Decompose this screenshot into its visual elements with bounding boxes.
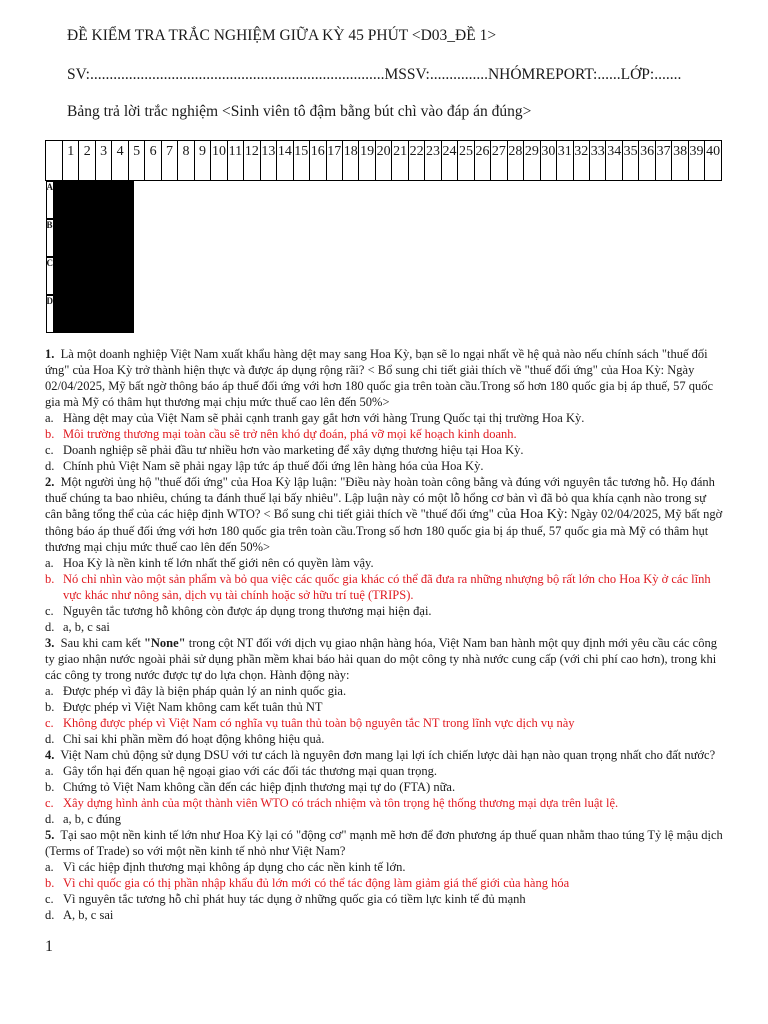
grid-column-header: 24 bbox=[441, 141, 457, 181]
question-stem: Một người ủng hộ "thuế đối ứng" của Hoa Kỳ lập luận: "Điều này hoàn toàn công bằng và đúng với nguyên tắc tương hỗ. Họ đánh thuế chúng ta bao nhiêu, chúng ta đánh thuế lại bấy nhiêu". Lập luận này có một lỗ hổng cơ bản vì đã bỏ qua khía cạnh nào trong sự cân bằng tổng thể của các hiệp định WTO? < Bổ sung chi tiết giải thích về "thuế đối ứng" bbox=[45, 475, 715, 521]
grid-column-header: 10 bbox=[211, 141, 227, 181]
option-text: Hàng dệt may của Việt Nam sẽ phải cạnh tranh gay gắt hơn với hàng Trung Quốc tại thị trường Hoa Kỳ. bbox=[63, 411, 585, 425]
grid-column-header: 21 bbox=[392, 141, 408, 181]
answer-option bbox=[45, 875, 725, 891]
option-text: a, b, c đúng bbox=[63, 812, 121, 826]
question-stem: Việt Nam chủ động sử dụng DSU với tư cách là nguyên đơn mang lại lợi ích chiến lược dài hạn nào quan trọng nhất cho đất nước? bbox=[60, 748, 716, 762]
option-letter: c. bbox=[45, 892, 54, 906]
grid-column-header: 36 bbox=[639, 141, 655, 181]
answer-option bbox=[45, 763, 725, 779]
question-5 bbox=[45, 827, 725, 859]
question-stem: Tại sao một nền kinh tế lớn như Hoa Kỳ lại có "động cơ" mạnh mẽ hơn để đơn phương áp thuế quan nhằm thao túng Tỷ lệ mậu dịch (Terms of Trade) so với một nền kinh tế nhỏ như Việt Nam? bbox=[45, 828, 723, 858]
question-stem: Sau khi cam kết bbox=[60, 636, 144, 650]
answer-option bbox=[45, 603, 725, 619]
grid-corner-cell bbox=[46, 141, 63, 181]
option-letter: c. bbox=[45, 796, 54, 810]
option-text: Gây tổn hại đến quan hệ ngoại giao với các đối tác thương mại quan trọng. bbox=[63, 764, 438, 778]
option-text: Hoa Kỳ là nền kinh tế lớn nhất thế giới nên có quyền làm vậy. bbox=[63, 556, 374, 570]
grid-row-label: B bbox=[46, 219, 54, 257]
question-1 bbox=[45, 346, 725, 410]
grid-column-header: 39 bbox=[688, 141, 704, 181]
option-letter: d. bbox=[45, 732, 55, 746]
grid-column-header: 19 bbox=[359, 141, 375, 181]
grid-column-header: 35 bbox=[622, 141, 638, 181]
question-2-options bbox=[45, 555, 725, 635]
option-letter: a. bbox=[45, 411, 54, 425]
answer-grid bbox=[45, 140, 722, 333]
answer-option bbox=[45, 891, 725, 907]
option-letter: d. bbox=[45, 459, 55, 473]
answer-option bbox=[45, 555, 725, 571]
grid-column-header: 11 bbox=[227, 141, 243, 181]
option-letter: b. bbox=[45, 780, 55, 794]
answer-option bbox=[45, 426, 725, 442]
page-number: 1 bbox=[45, 938, 53, 955]
answer-option bbox=[45, 683, 725, 699]
option-text: Nó chỉ nhìn vào một sản phẩm và bỏ qua việc các quốc gia khác có thể đã đưa ra những nhượng bộ rất lớn cho Hoa Kỳ ở các lĩnh vực khác như nông sản, dịch vụ tài chính hoặc sở hữu trí tuệ (TRIPS). bbox=[63, 572, 711, 602]
grid-column-header: 33 bbox=[590, 141, 606, 181]
grid-column-header: 17 bbox=[326, 141, 342, 181]
option-text: Xây dựng hình ảnh của một thành viên WTO có trách nhiệm và tôn trọng hệ thống thương mại dựa trên luật lệ. bbox=[63, 796, 619, 810]
option-letter: a. bbox=[45, 764, 54, 778]
answer-option bbox=[45, 859, 725, 875]
question-4-options bbox=[45, 763, 725, 827]
answer-option bbox=[45, 811, 725, 827]
grid-column-header: 8 bbox=[178, 141, 194, 181]
option-letter: d. bbox=[45, 812, 55, 826]
option-text: Vì chỉ quốc gia có thị phần nhập khẩu đủ lớn mới có thể tác động làm giảm giá thế giới của hàng hóa bbox=[63, 876, 570, 890]
option-text: Môi trường thương mại toàn cầu sẽ trở nên khó dự đoán, phá vỡ mọi kế hoạch kinh doanh. bbox=[63, 427, 517, 441]
answer-sheet-instruction: Bảng trả lời trắc nghiệm <Sinh viên tô đậm bằng bút chì vào đáp án đúng> bbox=[67, 103, 532, 120]
exam-title: ĐỀ KIỂM TRA TRẮC NGHIỆM GIỮA KỲ 45 PHÚT <D03_ĐỀ 1> bbox=[67, 27, 497, 44]
question-stem-emphasis: của Hoa Kỳ: bbox=[496, 507, 568, 522]
option-letter: a. bbox=[45, 684, 54, 698]
answer-bubble-cell[interactable] bbox=[132, 257, 134, 295]
option-text: a, b, c sai bbox=[63, 620, 110, 634]
question-5-options bbox=[45, 859, 725, 923]
answer-option bbox=[45, 410, 725, 426]
question-number: 4. bbox=[45, 748, 55, 762]
question-3-options bbox=[45, 683, 725, 747]
answer-option bbox=[45, 731, 725, 747]
option-text: Nguyên tắc tương hỗ không còn được áp dụng trong thương mại hiện đại. bbox=[63, 604, 432, 618]
grid-column-header: 4 bbox=[112, 141, 128, 181]
option-text: Doanh nghiệp sẽ phải đầu tư nhiều hơn vào marketing để xây dựng thương hiệu tại Hoa Kỳ. bbox=[63, 443, 524, 457]
student-info-line: SV:............................................................................MSSV:...............NHÓMREPORT:......LỚP:....... bbox=[67, 66, 682, 83]
answer-option bbox=[45, 779, 725, 795]
answer-option bbox=[45, 715, 725, 731]
grid-column-header: 34 bbox=[606, 141, 622, 181]
grid-column-header: 27 bbox=[491, 141, 507, 181]
answer-option bbox=[45, 458, 725, 474]
option-letter: a. bbox=[45, 556, 54, 570]
option-text: Không được phép vì Việt Nam có nghĩa vụ tuân thủ toàn bộ nguyên tắc NT trong lĩnh vực dịch vụ này bbox=[63, 716, 575, 730]
option-letter: b. bbox=[45, 427, 55, 441]
grid-column-header: 15 bbox=[293, 141, 309, 181]
grid-column-header: 26 bbox=[474, 141, 490, 181]
question-4 bbox=[45, 747, 725, 763]
option-letter: b. bbox=[45, 876, 55, 890]
option-text: Vì nguyên tắc tương hỗ chỉ phát huy tác dụng ở những quốc gia có tiềm lực kinh tế đủ mạnh bbox=[63, 892, 526, 906]
grid-column-header: 28 bbox=[507, 141, 523, 181]
grid-column-header: 13 bbox=[260, 141, 276, 181]
grid-column-header: 22 bbox=[408, 141, 424, 181]
grid-row-label: C bbox=[46, 257, 55, 295]
grid-column-header: 2 bbox=[79, 141, 95, 181]
grid-column-header: 38 bbox=[672, 141, 688, 181]
grid-column-header: 7 bbox=[161, 141, 177, 181]
option-text: Được phép vì Việt Nam không cam kết tuân thủ NT bbox=[63, 700, 323, 714]
answer-option bbox=[45, 795, 725, 811]
grid-column-header: 40 bbox=[705, 141, 722, 181]
grid-row-label: D bbox=[46, 295, 55, 333]
answer-bubble-cell[interactable] bbox=[132, 181, 134, 219]
option-letter: b. bbox=[45, 572, 55, 586]
grid-column-header: 3 bbox=[95, 141, 111, 181]
grid-column-header: 32 bbox=[573, 141, 589, 181]
grid-column-header: 31 bbox=[557, 141, 573, 181]
question-3 bbox=[45, 635, 725, 683]
grid-column-header: 14 bbox=[277, 141, 293, 181]
grid-column-header: 16 bbox=[310, 141, 326, 181]
answer-bubble-cell[interactable] bbox=[132, 219, 134, 257]
option-letter: d. bbox=[45, 908, 55, 922]
option-letter: b. bbox=[45, 700, 55, 714]
option-text: Chứng tỏ Việt Nam không cần đến các hiệp định thương mại tự do (FTA) nữa. bbox=[63, 780, 456, 794]
question-number: 1. bbox=[45, 347, 55, 361]
grid-column-header: 29 bbox=[524, 141, 540, 181]
question-stem-continued: Ngày 02/04/2025, Mỹ bất ngờ thông báo áp thuế đối ứng với hơn 180 quốc gia trên toàn cầu.Trong số hơn 180 quốc gia bị áp thuế, 57 quốc gia mà Mỹ có thâm hụt thương mại chịu mức thuế cao lên đến 50%> bbox=[45, 507, 723, 554]
answer-option bbox=[45, 699, 725, 715]
question-number: 2. bbox=[45, 475, 55, 489]
question-stem-continued: trong cột NT đối với dịch vụ giao nhận hàng hóa, Việt Nam ban hành một quy định mới yêu cầu các công ty giao nhận nước ngoài phải sử dụng phần mềm khai báo hải quan do một công ty nhà nước cung cấp (với chi phí cao hơn), trong khi các công ty trong nước được tự do lựa chọn. Hành động này: bbox=[45, 636, 717, 682]
question-stem: Là một doanh nghiệp Việt Nam xuất khẩu hàng dệt may sang Hoa Kỳ, bạn sẽ lo ngại nhất về hệ quả nào nếu chính sách "thuế đối ứng" của Hoa Kỳ trở thành hiện thực và được áp dụng rộng rãi? < Bổ sung chi tiết giải thích về "thuế đối ứng" của Hoa Kỳ: Ngày 02/04/2025, Mỹ bất ngờ thông báo áp thuế đối ứng với hơn 180 quốc gia trên toàn cầu.Trong số hơn 180 quốc gia bị áp thuế, 57 quốc gia mà Mỹ có thâm hụt thương mại chịu mức thuế cao lên đến 50%> bbox=[45, 347, 714, 409]
question-2 bbox=[45, 474, 725, 555]
grid-column-header: 25 bbox=[458, 141, 474, 181]
answer-option bbox=[45, 442, 725, 458]
answer-option bbox=[45, 907, 725, 923]
grid-column-header: 37 bbox=[655, 141, 671, 181]
option-letter: c. bbox=[45, 443, 54, 457]
question-list bbox=[45, 346, 725, 923]
answer-option bbox=[45, 619, 725, 635]
option-letter: d. bbox=[45, 620, 55, 634]
grid-column-header: 6 bbox=[145, 141, 161, 181]
option-text: Chỉ sai khi phần mềm đó hoạt động không hiệu quả. bbox=[63, 732, 325, 746]
question-stem-bold: "None" bbox=[143, 636, 186, 650]
option-text: Chính phủ Việt Nam sẽ phải ngay lập tức áp thuế đối ứng lên hàng hóa của Hoa Kỳ. bbox=[63, 459, 484, 473]
question-number: 3. bbox=[45, 636, 55, 650]
grid-column-header: 5 bbox=[128, 141, 144, 181]
question-number: 5. bbox=[45, 828, 55, 842]
grid-column-header: 9 bbox=[194, 141, 210, 181]
question-1-options bbox=[45, 410, 725, 474]
option-letter: c. bbox=[45, 604, 54, 618]
grid-column-header: 18 bbox=[342, 141, 358, 181]
option-text: A, b, c sai bbox=[63, 908, 114, 922]
grid-column-header: 20 bbox=[375, 141, 391, 181]
grid-column-header: 23 bbox=[425, 141, 441, 181]
grid-row-label: A bbox=[46, 181, 55, 219]
option-text: Vì các hiệp định thương mại không áp dụng cho các nền kinh tế lớn. bbox=[63, 860, 406, 874]
grid-column-header: 1 bbox=[63, 141, 79, 181]
answer-option bbox=[45, 571, 725, 603]
option-text: Được phép vì đây là biện pháp quản lý an ninh quốc gia. bbox=[63, 684, 347, 698]
answer-bubble-cell[interactable] bbox=[132, 295, 134, 333]
option-letter: c. bbox=[45, 716, 54, 730]
grid-column-header: 30 bbox=[540, 141, 556, 181]
option-letter: a. bbox=[45, 860, 54, 874]
grid-column-header: 12 bbox=[244, 141, 260, 181]
